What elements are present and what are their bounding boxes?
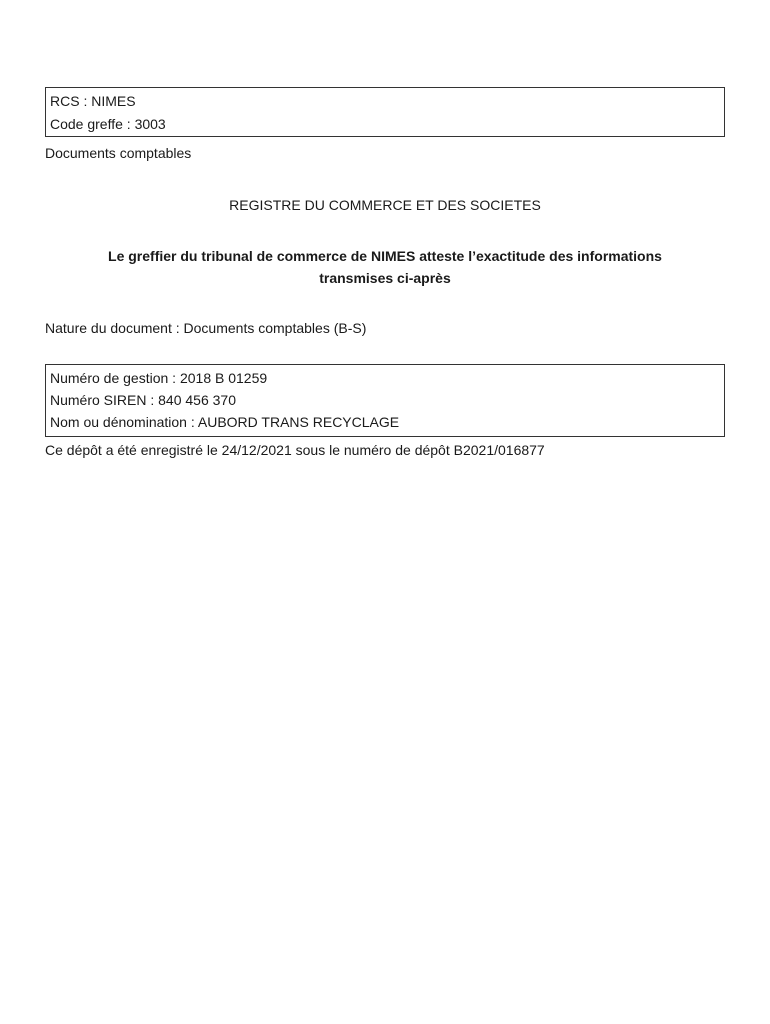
denomination-line: Nom ou dénomination : AUBORD TRANS RECYCLAGE [50,414,400,430]
company-info-box [45,364,725,437]
attestation-line-1: Le greffier du tribunal de commerce de NIMES atteste l’exactitude des informations [108,248,662,264]
code-greffe-line: Code greffe : 3003 [50,116,166,132]
rcs-line: RCS : NIMES [50,93,136,109]
numero-siren-line: Numéro SIREN : 840 456 370 [50,392,236,408]
doc-type-label: Documents comptables [45,145,192,161]
depot-statement: Ce dépôt a été enregistré le 24/12/2021 sous le numéro de dépôt B2021/016877 [45,442,545,458]
nature-document: Nature du document : Documents comptables (B-S) [45,320,367,336]
registre-title: REGISTRE DU COMMERCE ET DES SOCIETES [229,197,541,213]
numero-gestion-line: Numéro de gestion : 2018 B 01259 [50,370,268,386]
rcs-info-box [45,87,725,137]
attestation-line-2: transmises ci-après [319,270,451,286]
attestation-text [60,245,710,289]
